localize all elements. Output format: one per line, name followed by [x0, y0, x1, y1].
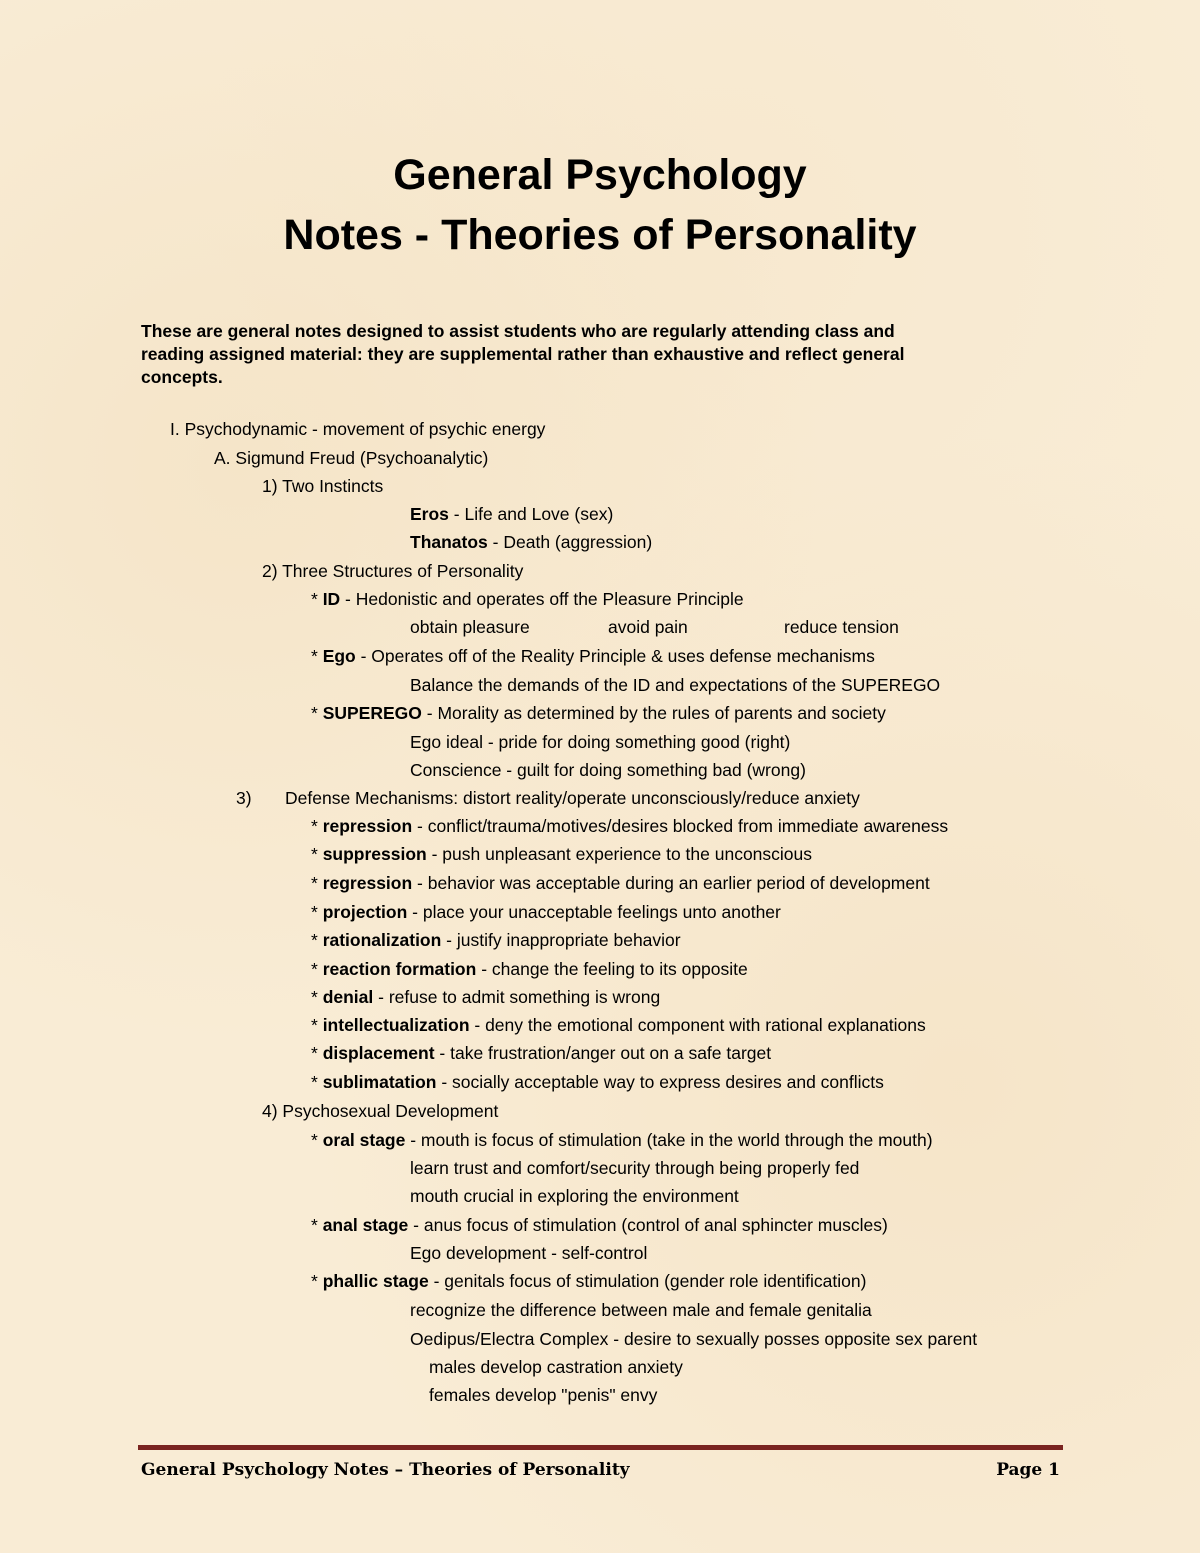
stage-anal: [311, 1214, 888, 1236]
definition: - justify inappropriate behavior: [441, 930, 681, 950]
definition: - refuse to admit something is wrong: [373, 987, 661, 1007]
term: regression: [322, 873, 413, 893]
bullet: *: [311, 959, 323, 979]
list-number: 3): [236, 788, 252, 808]
instinct-eros: [410, 503, 613, 525]
term: intellectualization: [322, 1015, 470, 1035]
bullet: *: [311, 646, 323, 666]
superego-detail: Ego ideal - pride for doing something good (right): [410, 732, 791, 752]
bullet: *: [311, 703, 323, 723]
bullet: *: [311, 589, 323, 609]
footer-divider: [138, 1445, 1063, 1450]
document-title: General Psychology: [393, 151, 807, 199]
bullet: *: [311, 1271, 323, 1291]
term: projection: [322, 902, 408, 922]
bullet: *: [311, 1215, 323, 1235]
footer-title: General Psychology Notes – Theories of Personality: [141, 1460, 630, 1480]
defense-item: [311, 815, 948, 837]
superego-detail: Conscience - guilt for doing something bad (wrong): [410, 760, 806, 780]
term: ID: [322, 589, 341, 609]
stage-detail: Oedipus/Electra Complex - desire to sexually posses opposite sex parent: [410, 1329, 978, 1349]
id-item: reduce tension: [784, 617, 899, 637]
bullet: *: [311, 1072, 323, 1092]
definition: - behavior was acceptable during an earlier period of development: [412, 873, 930, 893]
outline-heading-instincts: 1) Two Instincts: [262, 476, 384, 496]
defense-heading-text: Defense Mechanisms: distort reality/operate unconsciously/reduce anxiety: [285, 788, 860, 808]
stage-detail: mouth crucial in exploring the environment: [410, 1186, 739, 1206]
definition: - deny the emotional component with rational explanations: [469, 1015, 926, 1035]
id-item: avoid pain: [608, 617, 688, 637]
defense-item: [311, 872, 930, 894]
definition: - Operates off of the Reality Principle & uses defense mechanisms: [355, 646, 875, 666]
structure-id: [311, 588, 744, 610]
intro-paragraph: [141, 320, 1041, 389]
bullet: *: [311, 1043, 323, 1063]
term: oral stage: [322, 1130, 406, 1150]
bullet: *: [311, 1130, 323, 1150]
definition: - Morality as determined by the rules of parents and society: [421, 703, 886, 723]
term: repression: [322, 816, 413, 836]
definition: - Hedonistic and operates off the Pleasure Principle: [340, 589, 744, 609]
definition: - genitals focus of stimulation (gender role identification): [428, 1271, 867, 1291]
defense-item: [311, 843, 812, 865]
stage-oral: [311, 1129, 933, 1151]
ego-detail: Balance the demands of the ID and expectations of the SUPEREGO: [410, 675, 941, 695]
bullet: *: [311, 987, 323, 1007]
structure-ego: [311, 645, 875, 667]
term: rationalization: [322, 930, 442, 950]
stage-detail: females develop "penis" envy: [429, 1385, 658, 1405]
outline-heading-psychodynamic: I. Psychodynamic - movement of psychic energy: [170, 419, 546, 439]
term: Thanatos: [410, 532, 488, 552]
definition: - change the feeling to its opposite: [476, 959, 748, 979]
bullet: *: [311, 1015, 323, 1035]
term: phallic stage: [322, 1271, 429, 1291]
outline-heading-freud: A. Sigmund Freud (Psychoanalytic): [214, 448, 489, 468]
term: sublimatation: [322, 1072, 437, 1092]
stage-phallic: [311, 1270, 866, 1292]
outline-heading-psychosexual: 4) Psychosexual Development: [262, 1101, 499, 1121]
bullet: *: [311, 873, 323, 893]
intro-line: reading assigned material: they are supplemental rather than exhaustive and reflect general: [141, 344, 905, 364]
definition: - Death (aggression): [487, 532, 653, 552]
definition: - Life and Love (sex): [448, 504, 614, 524]
definition: - mouth is focus of stimulation (take in the world through the mouth): [405, 1130, 933, 1150]
bullet: *: [311, 902, 323, 922]
term: Eros: [410, 504, 449, 524]
definition: - socially acceptable way to express desires and conflicts: [436, 1072, 884, 1092]
stage-detail: males develop castration anxiety: [429, 1357, 683, 1377]
id-item: obtain pleasure: [410, 617, 530, 637]
document-subtitle: Notes - Theories of Personality: [283, 211, 917, 259]
bullet: *: [311, 816, 323, 836]
bullet: *: [311, 844, 323, 864]
intro-line: concepts.: [141, 367, 223, 387]
definition: - push unpleasant experience to the unconscious: [426, 844, 813, 864]
term: suppression: [322, 844, 427, 864]
term: reaction formation: [322, 959, 477, 979]
defense-item: [311, 1042, 771, 1064]
term: SUPEREGO: [322, 703, 422, 723]
term: denial: [322, 987, 374, 1007]
definition: - place your unacceptable feelings unto another: [407, 902, 781, 922]
definition: - conflict/trauma/motives/desires blocked from immediate awareness: [412, 816, 949, 836]
definition: - take frustration/anger out on a safe target: [434, 1043, 772, 1063]
definition: - anus focus of stimulation (control of anal sphincter muscles): [408, 1215, 888, 1235]
defense-item: [311, 901, 781, 923]
defense-item: [311, 986, 660, 1008]
term: displacement: [322, 1043, 435, 1063]
defense-item: [311, 958, 748, 980]
term: anal stage: [322, 1215, 409, 1235]
page-number: Page 1: [996, 1460, 1060, 1480]
instinct-thanatos: [410, 531, 652, 553]
structure-superego: [311, 702, 886, 724]
stage-detail: learn trust and comfort/security through being properly fed: [410, 1158, 860, 1178]
outline-heading-structures: 2) Three Structures of Personality: [262, 561, 524, 581]
term: Ego: [322, 646, 356, 666]
stage-detail: Ego development - self-control: [410, 1243, 648, 1263]
defense-item: [311, 929, 681, 951]
defense-item: [311, 1071, 884, 1093]
intro-line: These are general notes designed to assist students who are regularly attending class and: [141, 321, 895, 341]
stage-detail: recognize the difference between male and female genitalia: [410, 1300, 872, 1320]
defense-item: [311, 1014, 926, 1036]
bullet: *: [311, 930, 323, 950]
